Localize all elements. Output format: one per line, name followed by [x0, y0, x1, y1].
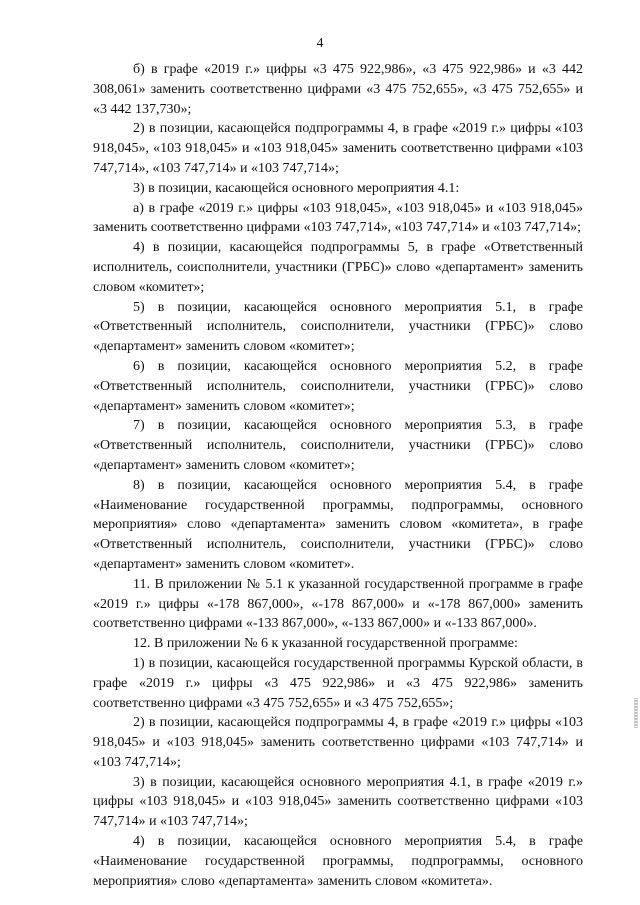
- paragraph-section-12-item-2: 2) в позиции, касающейся подпрограммы 4, в графе «2019 г.» цифры «103 918,045» и «103 918,045» заменить соответственно цифрами «103 747,714» и «103 747,714»;: [93, 715, 583, 770]
- paragraph-item-5: 5) в позиции, касающейся основного мероприятия 5.1, в графе «Ответственный исполнитель, соисполнители, участники (ГРБС)» слово «департамент» заменить словом «комитет»;: [93, 299, 583, 355]
- paragraph-6b: б) в графе «2019 г.» цифры «3 475 922,986», «3 475 922,986» и «3 442 308,061» заменить соответственно цифрами «3 475 752,655», «3 475 752,655» и «3 442 137,730»;: [93, 62, 583, 117]
- paragraph-item-3a: а) в графе «2019 г.» цифры «103 918,045», «103 918,045» и «103 918,045» заменить соответственно цифрами «103 747,714», «103 747,714» и «103 747,714»;: [93, 200, 583, 236]
- paragraph-item-6: 6) в позиции, касающейся основного мероприятия 5.2, в графе «Ответственный исполнитель, соисполнители, участники (ГРБС)» слово «департамент» заменить словом «комитет»;: [93, 358, 583, 414]
- paragraph-section-11: 11. В приложении № 5.1 к указанной государственной программе в графе «2019 г.» цифры «-178 867,000», «-178 867,000» и «-178 867,000» заменить соответственно цифрами «-133 867,000», «-133 867,000» и «-133 867,000».: [93, 576, 583, 632]
- document-body: [93, 60, 583, 891]
- paragraph-section-12-item-3: 3) в позиции, касающейся основного мероприятия 4.1, в графе «2019 г.» цифры «103 918,045» и «103 918,045» заменить соответственно цифрами «103 747,714» и «103 747,714»;: [93, 774, 583, 830]
- paragraph-item-3: 3) в позиции, касающейся основного мероприятия 4.1:: [133, 180, 460, 196]
- paragraph-item-2: 2) в позиции, касающейся подпрограммы 4, в графе «2019 г.» цифры «103 918,045», «103 918,045» и «103 918,045» заменить соответственно цифрами «103 747,714», «103 747,714» и «103 747,714»;: [93, 121, 583, 176]
- margin-document-code: 0000000000: [632, 698, 638, 728]
- paragraph-section-12-item-1: 1) в позиции, касающейся государственной программы Курской области, в графе «2019 г.» цифры «3 475 922,986» и «3 475 922,986» заменить соответственно цифрами «3 475 752,655» и «3 475 752,655»;: [93, 655, 583, 711]
- page-number: 4: [316, 35, 324, 50]
- paragraph-section-12-item-4: 4) в позиции, касающейся основного мероприятия 5.4, в графе «Наименование государственной программы, подпрограммы, основного мероприятия» слово «департамента» заменить словом «комитета».: [93, 834, 583, 889]
- paragraph-item-7: 7) в позиции, касающейся основного мероприятия 5.3, в графе «Ответственный исполнитель, соисполнители, участники (ГРБС)» слово «департамент» заменить словом «комитет»;: [93, 418, 583, 473]
- paragraph-item-4: 4) в позиции, касающейся подпрограммы 5, в графе «Ответственный исполнитель, соисполнители, участники (ГРБС)» слово «департамент» заменить словом «комитет»;: [93, 240, 583, 295]
- paragraph-item-8: 8) в позиции, касающейся основного мероприятия 5.4, в графе «Наименование государственной программы, подпрограммы, основного мероприятия» слово «департамента» заменить словом «комитета», в графе «Ответственный исполнитель, соисполнители, участники (ГРБС)» слово «департамент» заменить словом «комитет».: [93, 477, 583, 572]
- paragraph-section-12: 12. В приложении № 6 к указанной государственной программе:: [133, 636, 518, 652]
